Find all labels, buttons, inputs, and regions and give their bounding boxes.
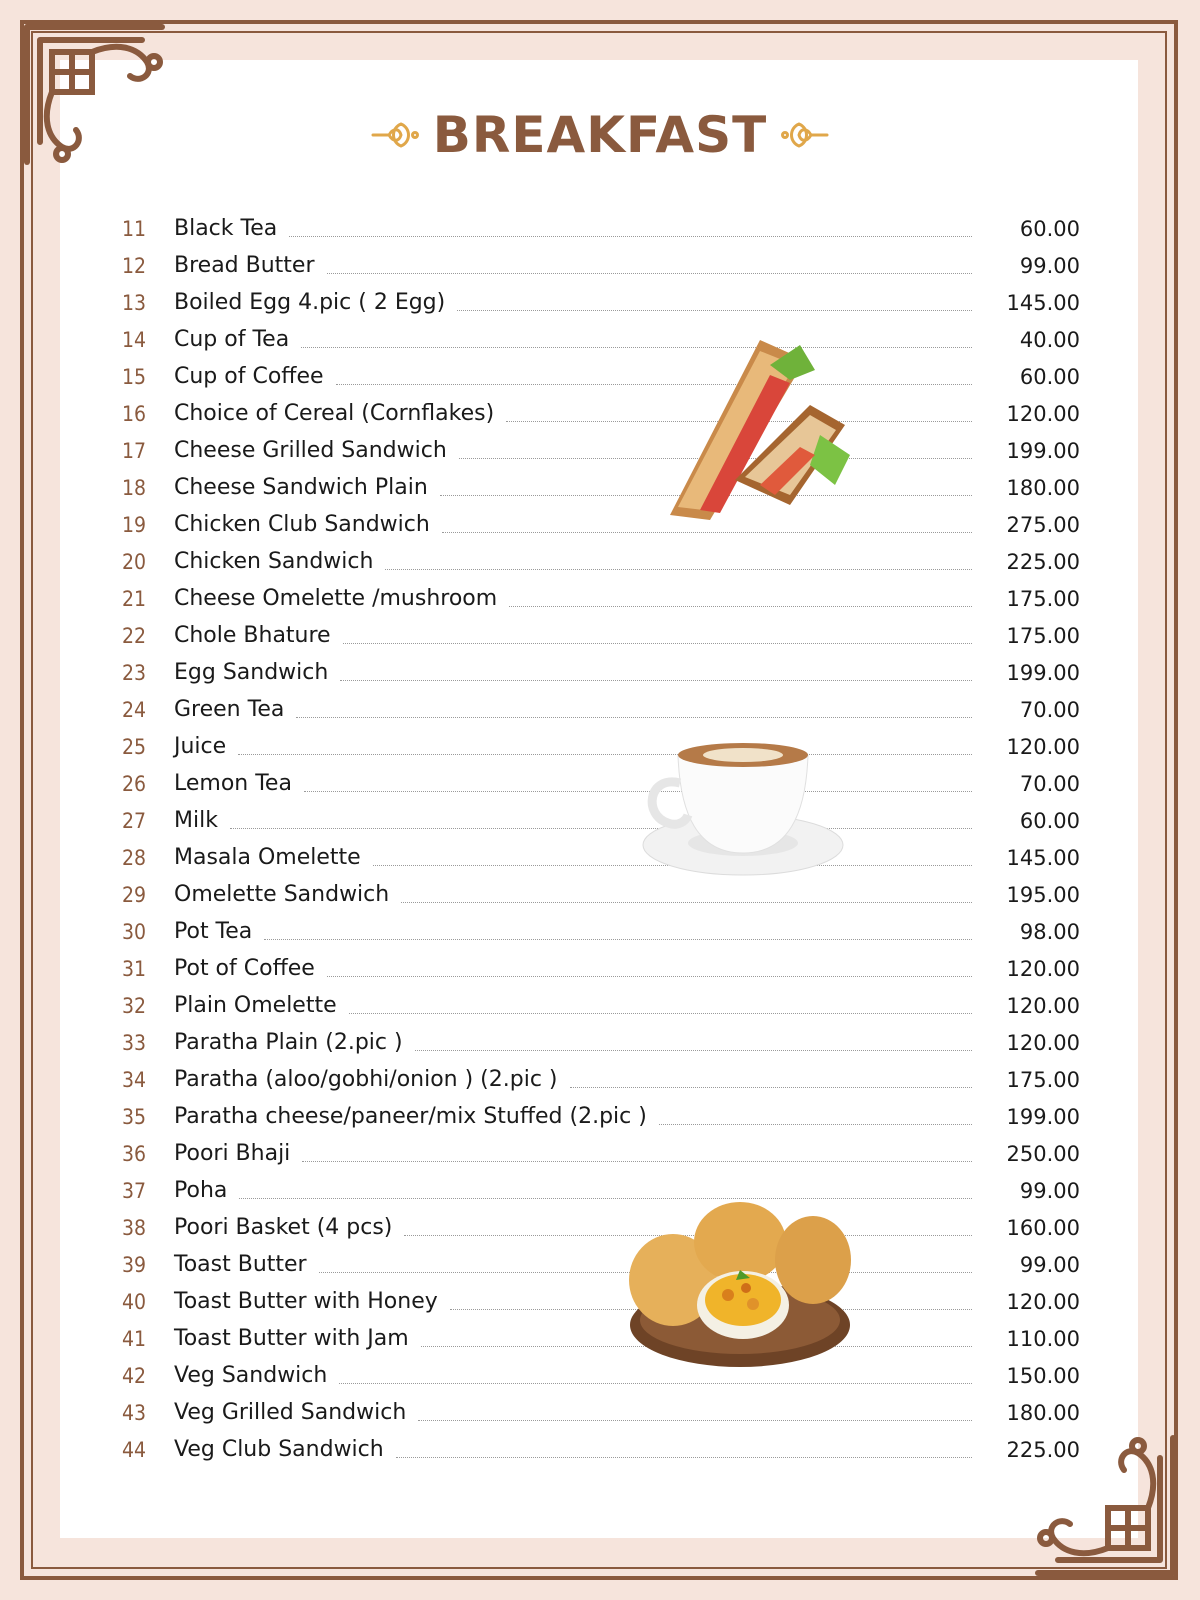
item-name: Pot Tea xyxy=(174,919,264,948)
menu-item-row xyxy=(110,874,1080,911)
item-price: 120.00 xyxy=(1006,735,1080,759)
dot-leader xyxy=(289,236,972,237)
dot-leader xyxy=(239,1198,972,1199)
dot-leader xyxy=(396,1457,972,1458)
menu-item-row xyxy=(110,985,1080,1022)
item-price: 120.00 xyxy=(1006,957,1080,981)
item-price: 145.00 xyxy=(1006,291,1080,315)
item-name: Toast Butter with Jam xyxy=(174,1326,421,1355)
menu-item-row xyxy=(110,1392,1080,1429)
item-name: Paratha Plain (2.pic ) xyxy=(174,1030,415,1059)
item-price: 199.00 xyxy=(1006,1105,1080,1129)
item-number: 34 xyxy=(121,1068,146,1092)
dot-leader xyxy=(327,976,972,977)
menu-item-row xyxy=(110,393,1080,430)
item-number: 41 xyxy=(121,1327,146,1351)
item-price: 98.00 xyxy=(1019,920,1080,944)
item-price: 70.00 xyxy=(1019,698,1080,722)
menu-item-row xyxy=(110,1355,1080,1392)
menu-item-row xyxy=(110,837,1080,874)
item-price: 160.00 xyxy=(1006,1216,1080,1240)
item-price: 60.00 xyxy=(1019,365,1080,389)
item-price: 180.00 xyxy=(1006,1401,1080,1425)
item-price: 120.00 xyxy=(1006,1031,1080,1055)
item-price: 225.00 xyxy=(1006,1438,1080,1462)
menu-item-row xyxy=(110,541,1080,578)
menu-item-row xyxy=(110,319,1080,356)
item-name: Bread Butter xyxy=(174,253,327,282)
item-price: 275.00 xyxy=(1006,513,1080,537)
menu-item-row xyxy=(110,763,1080,800)
dot-leader xyxy=(659,1124,972,1125)
item-number: 11 xyxy=(121,217,146,241)
item-name: Pot of Coffee xyxy=(174,956,327,985)
item-price: 150.00 xyxy=(1006,1364,1080,1388)
page-title: BREAKFAST xyxy=(432,106,768,164)
dot-leader xyxy=(385,569,972,570)
menu-list xyxy=(110,208,1080,1466)
item-name: Chicken Sandwich xyxy=(174,549,385,578)
dot-leader xyxy=(301,347,972,348)
sandwich-photo xyxy=(640,335,850,525)
menu-item-row xyxy=(110,615,1080,652)
menu-item-row xyxy=(110,430,1080,467)
item-number: 21 xyxy=(121,587,146,611)
item-number: 12 xyxy=(121,254,146,278)
menu-item-row xyxy=(110,1170,1080,1207)
item-number: 31 xyxy=(121,957,146,981)
item-number: 42 xyxy=(121,1364,146,1388)
item-number: 17 xyxy=(121,439,146,463)
item-name: Boiled Egg 4.pic ( 2 Egg) xyxy=(174,290,457,319)
dot-leader xyxy=(349,1013,972,1014)
item-name: Plain Omelette xyxy=(174,993,349,1022)
item-name: Milk xyxy=(174,808,230,837)
item-name: Black Tea xyxy=(174,216,289,245)
item-number: 32 xyxy=(121,994,146,1018)
dot-leader xyxy=(327,273,973,274)
menu-item-row xyxy=(110,652,1080,689)
item-number: 15 xyxy=(121,365,146,389)
dot-leader xyxy=(509,606,972,607)
item-name: Choice of Cereal (Cornflakes) xyxy=(174,401,506,430)
item-number: 19 xyxy=(121,513,146,537)
item-number: 23 xyxy=(121,661,146,685)
dot-leader xyxy=(302,1161,972,1162)
item-number: 44 xyxy=(121,1438,146,1462)
menu-item-row xyxy=(110,245,1080,282)
item-name: Lemon Tea xyxy=(174,771,304,800)
item-number: 29 xyxy=(121,883,146,907)
item-name: Poha xyxy=(174,1178,239,1207)
dot-leader xyxy=(401,902,972,903)
item-price: 120.00 xyxy=(1006,994,1080,1018)
item-number: 37 xyxy=(121,1179,146,1203)
item-number: 22 xyxy=(121,624,146,648)
menu-item-row xyxy=(110,1096,1080,1133)
item-price: 180.00 xyxy=(1006,476,1080,500)
menu-item-row xyxy=(110,1318,1080,1355)
dot-leader xyxy=(238,754,972,755)
item-name: Cup of Coffee xyxy=(174,364,336,393)
menu-item-row xyxy=(110,911,1080,948)
item-name: Paratha (aloo/gobhi/onion ) (2.pic ) xyxy=(174,1067,570,1096)
item-number: 24 xyxy=(121,698,146,722)
item-name: Toast Butter xyxy=(174,1252,319,1281)
menu-item-row xyxy=(110,282,1080,319)
item-name: Poori Basket (4 pcs) xyxy=(174,1215,404,1244)
dot-leader xyxy=(340,680,972,681)
dot-leader xyxy=(442,532,972,533)
menu-item-row xyxy=(110,356,1080,393)
item-price: 99.00 xyxy=(1019,254,1080,278)
dot-leader xyxy=(230,828,972,829)
poori-bhaji-photo xyxy=(628,1200,852,1370)
item-number: 13 xyxy=(121,291,146,315)
item-name: Cup of Tea xyxy=(174,327,301,356)
menu-item-row xyxy=(110,208,1080,245)
item-price: 60.00 xyxy=(1019,217,1080,241)
item-price: 195.00 xyxy=(1006,883,1080,907)
item-name: Toast Butter with Honey xyxy=(174,1289,450,1318)
item-number: 28 xyxy=(121,846,146,870)
dot-leader xyxy=(343,643,972,644)
menu-item-row xyxy=(110,689,1080,726)
item-price: 110.00 xyxy=(1006,1327,1080,1351)
item-number: 14 xyxy=(121,328,146,352)
item-number: 35 xyxy=(121,1105,146,1129)
dot-leader xyxy=(457,310,972,311)
item-name: Chole Bhature xyxy=(174,623,343,652)
item-number: 20 xyxy=(121,550,146,574)
item-price: 99.00 xyxy=(1019,1253,1080,1277)
item-name: Poori Bhaji xyxy=(174,1141,302,1170)
menu-item-row xyxy=(110,1022,1080,1059)
item-price: 225.00 xyxy=(1006,550,1080,574)
item-price: 145.00 xyxy=(1006,846,1080,870)
item-name: Cheese Sandwich Plain xyxy=(174,475,440,504)
item-price: 99.00 xyxy=(1019,1179,1080,1203)
item-price: 120.00 xyxy=(1006,402,1080,426)
title-flourish-icon xyxy=(371,120,419,150)
item-number: 36 xyxy=(121,1142,146,1166)
menu-item-row xyxy=(110,800,1080,837)
dot-leader xyxy=(418,1420,972,1421)
item-number: 38 xyxy=(121,1216,146,1240)
menu-item-row xyxy=(110,1429,1080,1466)
item-number: 43 xyxy=(121,1401,146,1425)
item-number: 30 xyxy=(121,920,146,944)
menu-item-row xyxy=(110,1281,1080,1318)
item-number: 25 xyxy=(121,735,146,759)
item-name: Juice xyxy=(174,734,238,763)
menu-item-row xyxy=(110,467,1080,504)
item-number: 18 xyxy=(121,476,146,500)
coffee-cup-photo xyxy=(638,735,848,880)
item-name: Paratha cheese/paneer/mix Stuffed (2.pic ) xyxy=(174,1104,659,1133)
menu-item-row xyxy=(110,1133,1080,1170)
item-price: 60.00 xyxy=(1019,809,1080,833)
item-price: 120.00 xyxy=(1006,1290,1080,1314)
item-name: Veg Sandwich xyxy=(174,1363,339,1392)
menu-item-row xyxy=(110,1207,1080,1244)
title-block xyxy=(0,100,1200,170)
item-price: 250.00 xyxy=(1006,1142,1080,1166)
title-flourish-icon xyxy=(781,120,829,150)
item-name: Cheese Grilled Sandwich xyxy=(174,438,459,467)
dot-leader xyxy=(339,1383,972,1384)
item-name: Omelette Sandwich xyxy=(174,882,401,911)
item-name: Veg Club Sandwich xyxy=(174,1437,396,1466)
dot-leader xyxy=(415,1050,972,1051)
dot-leader xyxy=(296,717,972,718)
menu-item-row xyxy=(110,948,1080,985)
item-price: 40.00 xyxy=(1019,328,1080,352)
item-number: 16 xyxy=(121,402,146,426)
item-price: 175.00 xyxy=(1006,1068,1080,1092)
menu-item-row xyxy=(110,726,1080,763)
menu-item-row xyxy=(110,504,1080,541)
menu-item-row xyxy=(110,1244,1080,1281)
item-price: 199.00 xyxy=(1006,439,1080,463)
item-price: 70.00 xyxy=(1019,772,1080,796)
item-name: Veg Grilled Sandwich xyxy=(174,1400,418,1429)
item-price: 175.00 xyxy=(1006,624,1080,648)
item-number: 33 xyxy=(121,1031,146,1055)
item-price: 199.00 xyxy=(1006,661,1080,685)
item-name: Green Tea xyxy=(174,697,296,726)
item-name: Egg Sandwich xyxy=(174,660,340,689)
item-number: 27 xyxy=(121,809,146,833)
dot-leader xyxy=(264,939,972,940)
item-price: 175.00 xyxy=(1006,587,1080,611)
item-name: Masala Omelette xyxy=(174,845,373,874)
item-number: 26 xyxy=(121,772,146,796)
item-name: Chicken Club Sandwich xyxy=(174,512,442,541)
item-number: 39 xyxy=(121,1253,146,1277)
item-number: 40 xyxy=(121,1290,146,1314)
menu-item-row xyxy=(110,578,1080,615)
item-name: Cheese Omelette /mushroom xyxy=(174,586,509,615)
menu-item-row xyxy=(110,1059,1080,1096)
dot-leader xyxy=(570,1087,972,1088)
